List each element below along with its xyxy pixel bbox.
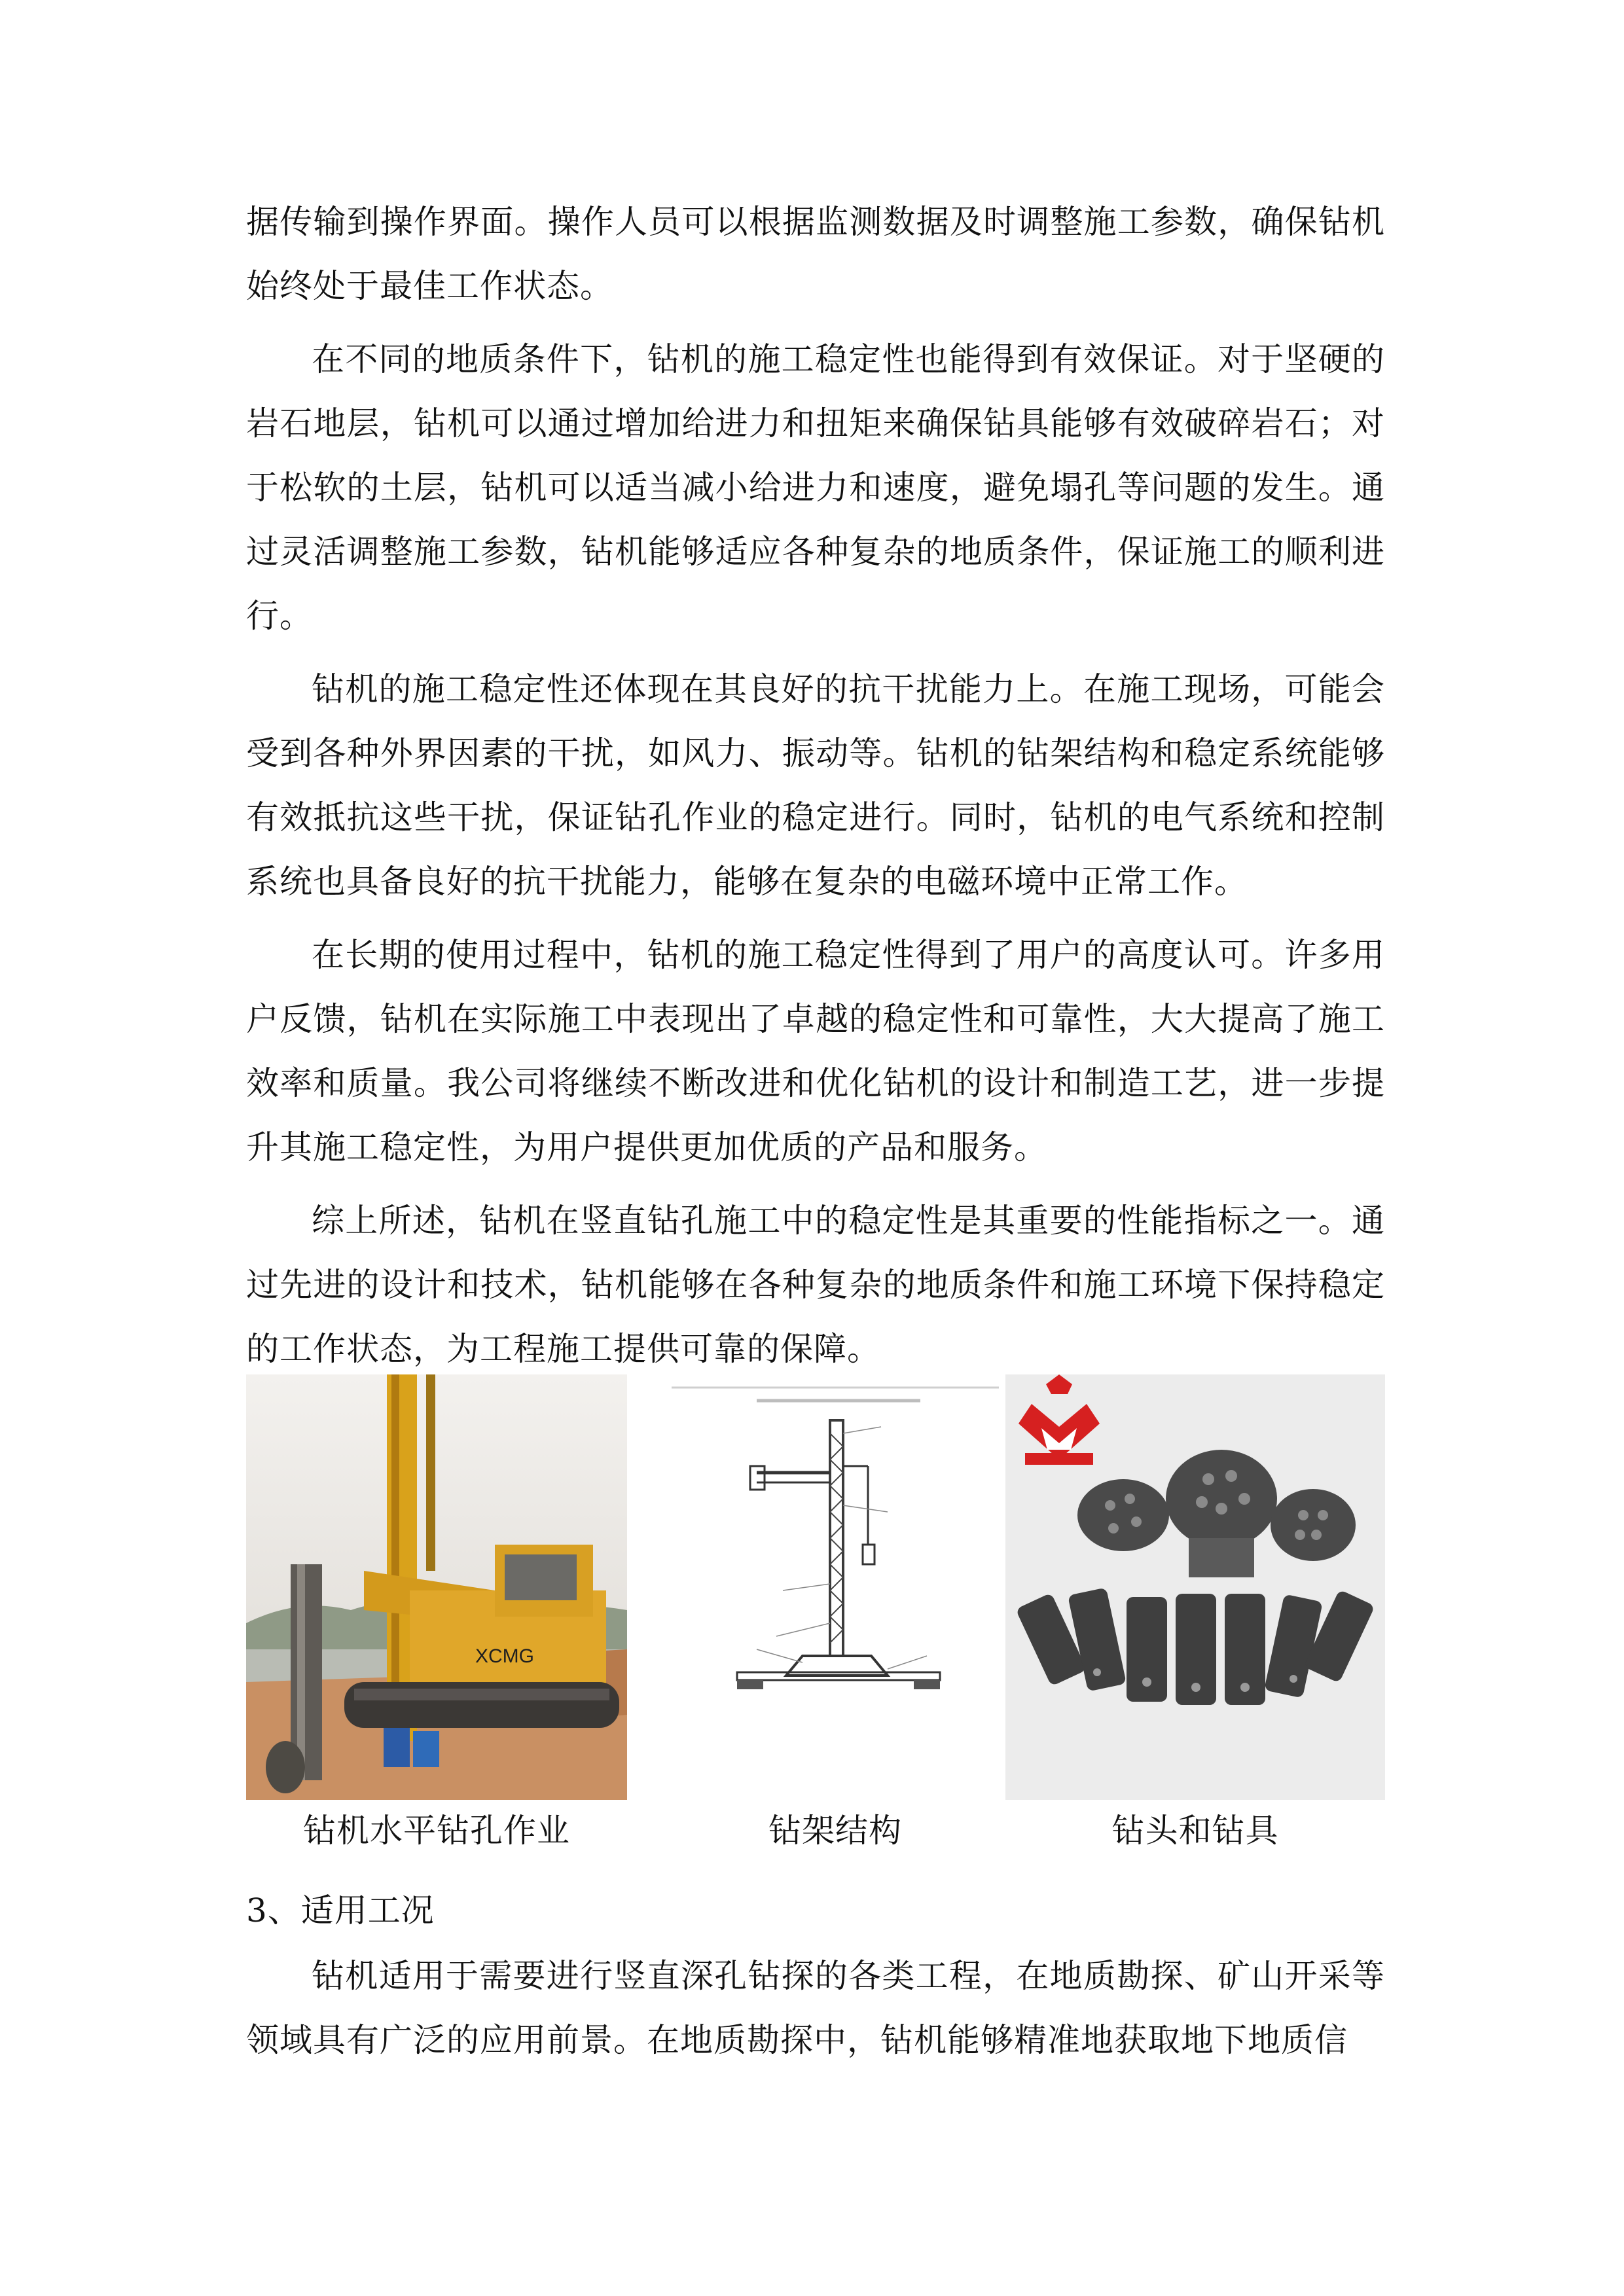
section-body [246,1944,1385,2072]
figure-caption-rig: 钻机水平钻孔作业 [303,1812,570,1850]
figure-caption-bits: 钻头和钻具 [1111,1812,1279,1850]
paragraph-continued: 据传输到操作界面。操作人员可以根据监测数据及时调整施工参数，确保钻机始终处于最佳工作状态。 [246,203,1385,305]
section-heading: 3、适用工况 [246,1892,435,1929]
paragraph-interference: 钻机的施工稳定性还体现在其良好的抗干扰能力上。在施工现场，可能会受到各种外界因素的干扰，如风力、振动等。钻机的钻架结构和稳定系统能够有效抵抗这些干扰，保证钻孔作业的稳定进行。同时，钻机的电气系统和控制系统也具备良好的抗干扰能力，能够在复杂的电磁环境中正常工作。 [246,670,1385,901]
figure-caption-frame: 钻架结构 [768,1812,902,1850]
paragraph-user-feedback: 在长期的使用过程中，钻机的施工稳定性得到了用户的高度认可。许多用户反馈，钻机在实际施工中表现出了卓越的稳定性和可靠性，大大提高了施工效率和质量。我公司将继续不断改进和优化钻机的设计和制造工艺，进一步提升其施工稳定性，为用户提供更加优质的产品和服务。 [246,936,1385,1166]
drill-frame-diagram [672,1374,999,1800]
paragraph-geology: 在不同的地质条件下，钻机的施工稳定性也能得到有效保证。对于坚硬的岩石地层，钻机可以通过增加给进力和扭矩来确保钻具能够有效破碎岩石；对于松软的土层，钻机可以适当减小给进力和速度，避免塌孔等问题的发生。通过灵活调整施工参数，钻机能够适应各种复杂的地质条件，保证施工的顺利进行。 [246,340,1385,635]
figure-row [246,1374,1385,1800]
svg-text:XCMG: XCMG [475,1645,534,1667]
drilling-rig-photo [246,1374,627,1800]
drill-bits-photo [1005,1374,1385,1800]
paragraph-summary: 综上所述，钻机在竖直钻孔施工中的稳定性是其重要的性能指标之一。通过先进的设计和技术，钻机能够在各种复杂的地质条件和施工环境下保持稳定的工作状态，为工程施工提供可靠的保障。 [246,1202,1385,1368]
paragraph-applications: 钻机适用于需要进行竖直深孔钻探的各类工程，在地质勘探、矿山开采等领域具有广泛的应用前景。在地质勘探中，钻机能够精准地获取地下地质信 [246,1957,1385,2059]
body-text [246,190,1385,1381]
